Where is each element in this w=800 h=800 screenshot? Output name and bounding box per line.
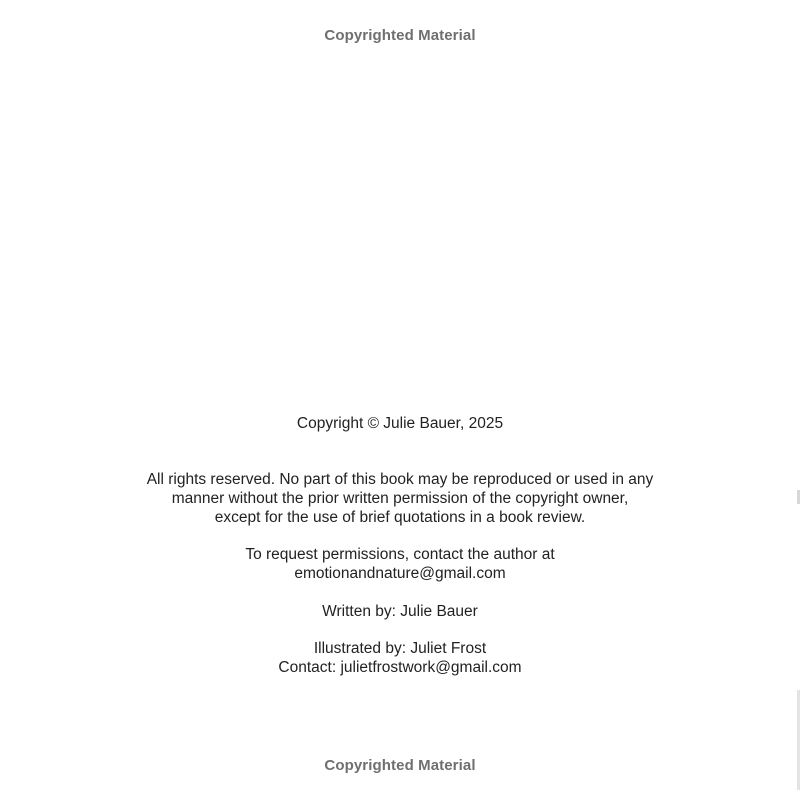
illustrator-credit xyxy=(0,639,800,677)
illustrator-contact-line: Contact: julietfrostwork@gmail.com xyxy=(278,659,522,676)
permissions-line: To request permissions, contact the author at xyxy=(245,546,555,563)
rights-reserved-paragraph xyxy=(0,470,800,527)
rights-line-2: manner without the prior written permission of the copyright owner, xyxy=(171,490,629,507)
rights-line-1: All rights reserved. No part of this book may be reproduced or used in any xyxy=(146,471,654,488)
copyrighted-material-watermark-bottom: Copyrighted Material xyxy=(324,757,476,774)
rights-line-3: except for the use of brief quotations in a book review. xyxy=(214,509,586,526)
illustrated-by-line: Illustrated by: Juliet Frost xyxy=(313,640,487,657)
permissions-paragraph xyxy=(0,545,800,583)
copyright-notice: Copyright © Julie Bauer, 2025 xyxy=(296,415,504,432)
copyrighted-material-watermark-top: Copyrighted Material xyxy=(324,27,476,44)
written-by-credit xyxy=(0,602,800,621)
written-by-line: Written by: Julie Bauer xyxy=(322,603,478,620)
author-email: emotionandnature@gmail.com xyxy=(294,565,506,582)
